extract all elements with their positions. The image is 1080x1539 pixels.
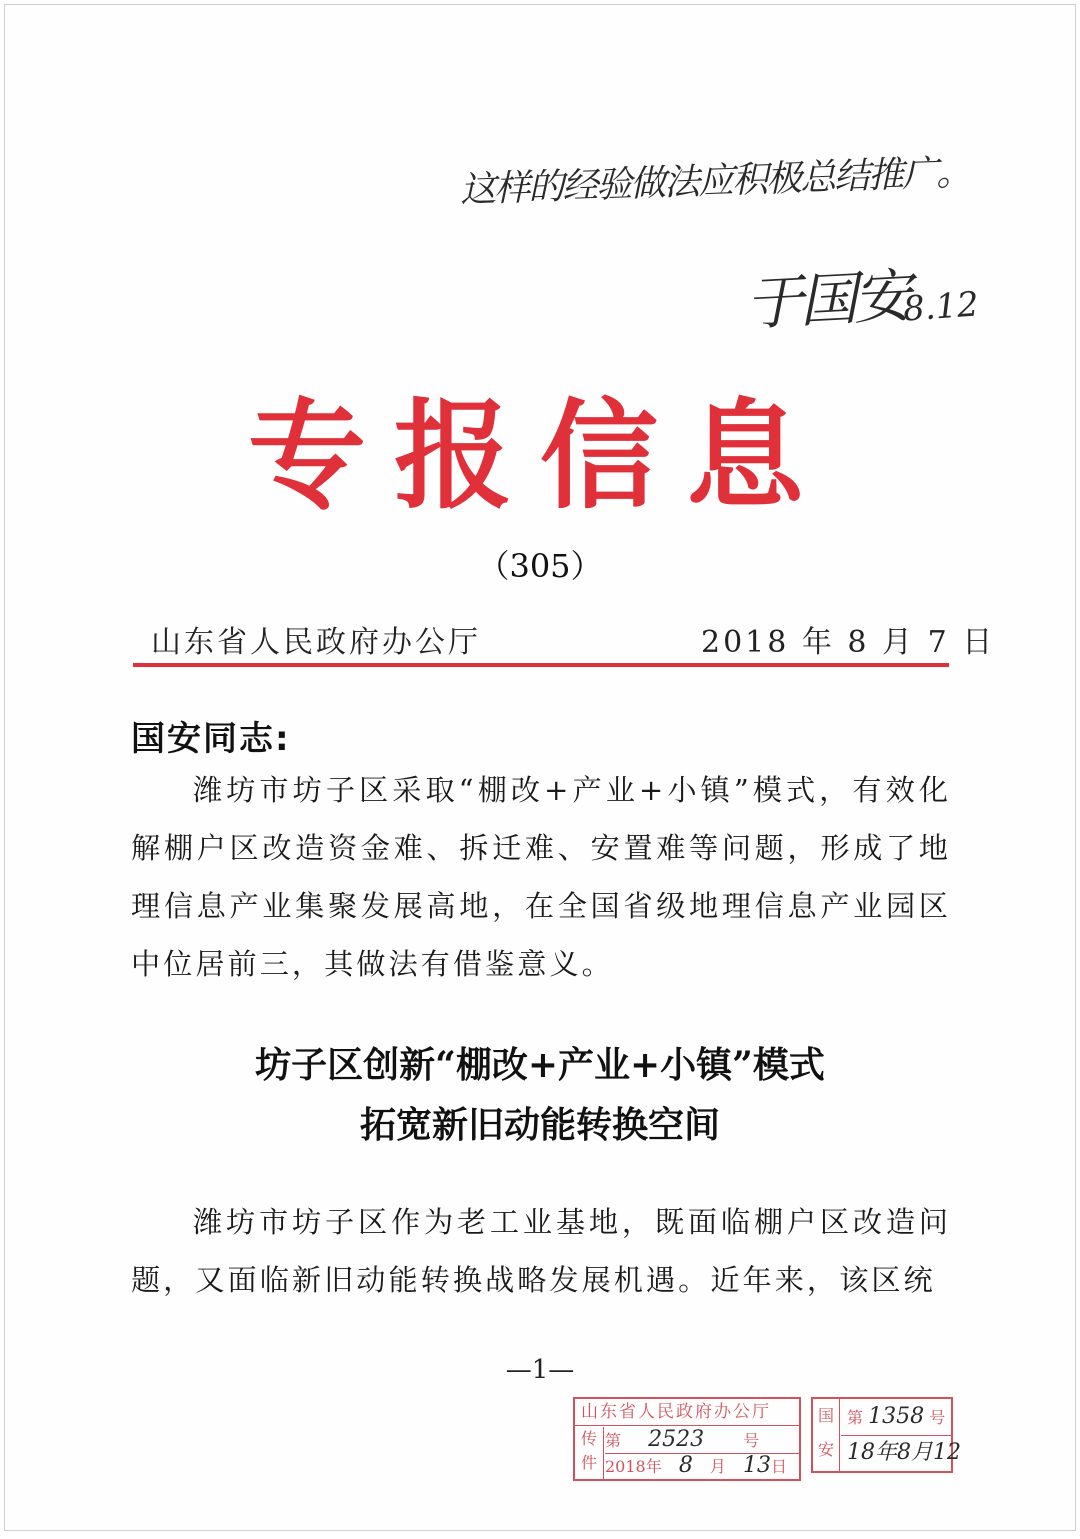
stamp-office-date-row <box>605 1453 799 1479</box>
masthead-title: 专报信息 <box>247 387 832 525</box>
stamp-office-prefix: 第 <box>605 1431 622 1450</box>
stamp-office-number: 2523 <box>648 1427 705 1452</box>
stamp-recv-prefix: 第 <box>847 1408 864 1427</box>
stamp-office-number-row <box>605 1427 799 1454</box>
stamp-office-day-unit: 日 <box>771 1457 788 1476</box>
stamp-office-header: 山东省人民政府办公厅 <box>575 1399 799 1426</box>
stamp-office-year-unit: 年 <box>645 1457 662 1476</box>
intro-paragraph: 潍坊市坊子区采取“棚改+产业+小镇”模式，有效化解棚户区改造资金难、拆迁难、安置难等问题，形成了地理信息产业集聚发展高地，在全国省级地理信息产业园区中位居前三，其做法有借鉴意义。 <box>131 773 951 981</box>
headline-line-1: 坊子区创新“棚改+产业+小镇”模式 <box>255 1044 825 1086</box>
handwritten-signature-date: 8.12 <box>901 284 981 330</box>
stamp-recv-date: 18年8月12 <box>847 1440 961 1465</box>
issue-date: 2018 年 8 月 7 日 <box>701 625 996 660</box>
stamp-office-year: 2018 <box>605 1457 646 1476</box>
issuer-name: 山东省人民政府办公厅 <box>151 625 481 660</box>
stamp-recv-number-row <box>841 1399 951 1436</box>
stamp-recv-date-row <box>841 1435 961 1471</box>
stamp-recv-side-label: 国安 <box>813 1399 840 1471</box>
article-headline <box>5 1035 1075 1155</box>
stamp-recv-number: 1358 <box>868 1404 925 1429</box>
red-divider-rule <box>133 663 949 667</box>
issue-number: （305） <box>477 547 603 585</box>
headline-line-2: 拓宽新旧动能转换空间 <box>359 1104 720 1146</box>
stamp-office-side-label: 传件 <box>575 1427 604 1479</box>
page-number: —1— <box>505 1355 575 1385</box>
salutation: 国安同志: <box>131 719 291 759</box>
document-page <box>4 4 1076 1531</box>
stamp-office-month-unit: 月 <box>709 1457 726 1476</box>
body-paragraph: 潍坊市坊子区作为老工业基地，既面临棚户区改造问题，又面临新旧动能转换战略发展机遇。近年来，该区统 <box>131 1205 951 1297</box>
handwritten-instruction: 这样的经验做法应积极总结推广。 <box>459 152 971 211</box>
recipient-receipt-stamp <box>811 1397 961 1473</box>
office-receipt-stamp <box>573 1397 801 1481</box>
stamp-office-day: 13 <box>743 1453 772 1478</box>
stamp-office-month: 8 <box>678 1453 693 1478</box>
stamp-recv-suffix: 号 <box>929 1408 946 1427</box>
stamp-office-suffix: 号 <box>743 1431 760 1450</box>
handwritten-signature: 于国安 <box>743 261 909 339</box>
